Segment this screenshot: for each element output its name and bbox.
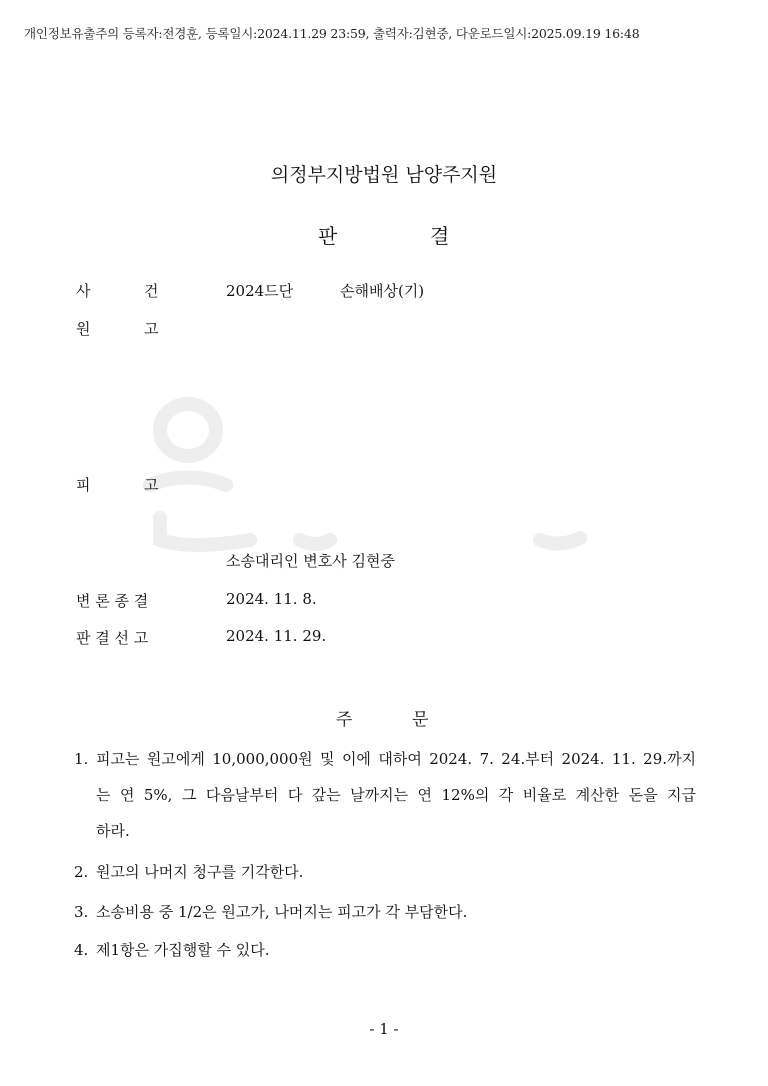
order-item-number: 4. xyxy=(74,941,89,959)
case-number: 2024드단 xyxy=(226,282,294,300)
order-item-3 xyxy=(74,900,696,924)
order-item-line: 하라. xyxy=(96,822,130,840)
order-item-1 xyxy=(74,747,696,843)
counsel-name: 소송대리인 변호사 김현중 xyxy=(226,552,395,570)
order-item-line: 원고의 나머지 청구를 기각한다. xyxy=(96,863,304,881)
court-name: 의정부지방법원 남양주지원 xyxy=(270,164,498,186)
case-name: 손해배상(기) xyxy=(340,282,425,300)
plaintiff-row xyxy=(0,318,768,348)
document-title-char-1: 판 xyxy=(318,224,338,248)
case-row xyxy=(0,280,768,310)
case-label-1: 사 xyxy=(76,282,91,300)
closing-date: 2024. 11. 8. xyxy=(226,590,317,608)
defendant-row xyxy=(0,474,768,504)
order-item-line: 제1항은 가집행할 수 있다. xyxy=(96,941,270,959)
case-label-2: 건 xyxy=(144,282,159,300)
order-item-line: 소송비용 중 1/2은 원고가, 나머지는 피고가 각 부담한다. xyxy=(96,903,468,921)
order-item-number: 2. xyxy=(74,863,89,881)
order-item-number: 1. xyxy=(74,750,89,768)
document-title-char-2: 결 xyxy=(430,224,450,248)
order-item-4 xyxy=(74,938,696,962)
sentence-label: 판 결 선 고 xyxy=(76,629,149,647)
order-item-line: 는 연 5%, 그 다음날부터 다 갚는 날까지는 연 12%의 각 비율로 계산한 돈을 지급 xyxy=(96,786,696,804)
order-item-2 xyxy=(74,860,696,884)
plaintiff-label-2: 고 xyxy=(144,320,159,338)
order-title-char-1: 주 xyxy=(336,710,353,730)
sentence-date: 2024. 11. 29. xyxy=(226,627,327,645)
counsel-row xyxy=(0,550,768,580)
plaintiff-label-1: 원 xyxy=(76,320,91,338)
privacy-header-note: 개인정보유출주의 등록자:전경훈, 등록일시:2024.11.29 23:59, 출력자:김현중, 다운로드일시:2025.09.19 16:48 xyxy=(24,26,640,41)
page-number: - 1 - xyxy=(369,1020,399,1038)
closing-label: 변 론 종 결 xyxy=(76,592,149,610)
closing-row xyxy=(0,590,768,620)
order-title-char-2: 문 xyxy=(412,710,429,730)
order-item-number: 3. xyxy=(74,903,89,921)
order-item-line: 피고는 원고에게 10,000,000원 및 이에 대하여 2024. 7. 24.부터 2024. 11. 29.까지 xyxy=(96,750,696,768)
defendant-label-2: 고 xyxy=(144,476,159,494)
sentence-row xyxy=(0,627,768,657)
defendant-label-1: 피 xyxy=(76,476,91,494)
